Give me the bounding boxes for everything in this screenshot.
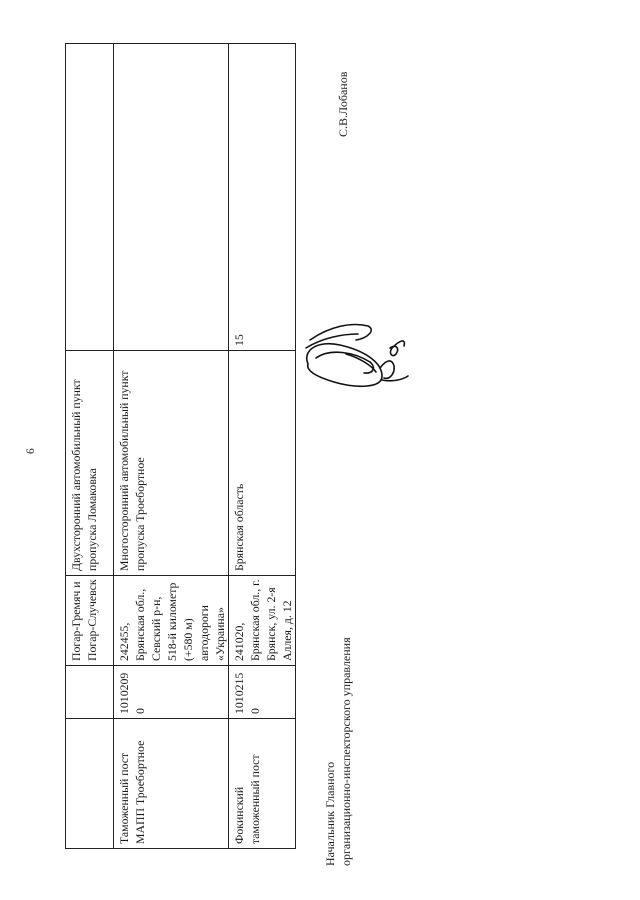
signatory-name: С.В.Лобанов <box>336 71 350 137</box>
quantity-cell <box>114 44 229 351</box>
quantity-cell: 15 <box>229 44 296 351</box>
post-code-cell: 10102090 <box>114 666 229 719</box>
post-name-cell: Фокинский таможенный пост <box>229 719 296 849</box>
post-address-cell: 242455, Брянская обл., Севский р-н, 518-й километр (+580 м) автодороги «Украина» <box>114 576 229 666</box>
checkpoint-cell: Многосторонний автомобильный пункт пропуска Троебортное <box>114 351 229 576</box>
signatory-position-line: Начальник Главного <box>323 761 337 866</box>
customs-posts-table <box>65 43 296 849</box>
table-row <box>66 44 114 849</box>
post-name-cell: Таможенный пост МАПП Троебортное <box>114 719 229 849</box>
signature-image <box>296 318 411 393</box>
post-address-cell: 241020, Брянская обл., г. Брянск, ул. 2-я Аллея, д. 12 <box>229 576 296 666</box>
post-code-cell <box>66 666 114 719</box>
signatory-position <box>322 637 354 866</box>
quantity-cell <box>66 44 114 351</box>
page-number: 6 <box>25 448 37 454</box>
post-address-cell: Погар-Гремяч и Погар-Случевск <box>66 576 114 666</box>
checkpoint-cell: Двухсторонний автомобильный пункт пропуска Ломаковка <box>66 351 114 576</box>
post-name-cell <box>66 719 114 849</box>
signatory-position-line: организационно-инспекторского управления <box>339 637 353 866</box>
checkpoint-cell: Брянская область <box>229 351 296 576</box>
table-row <box>114 44 229 849</box>
table-row <box>229 44 296 849</box>
post-code-cell: 10102150 <box>229 666 296 719</box>
